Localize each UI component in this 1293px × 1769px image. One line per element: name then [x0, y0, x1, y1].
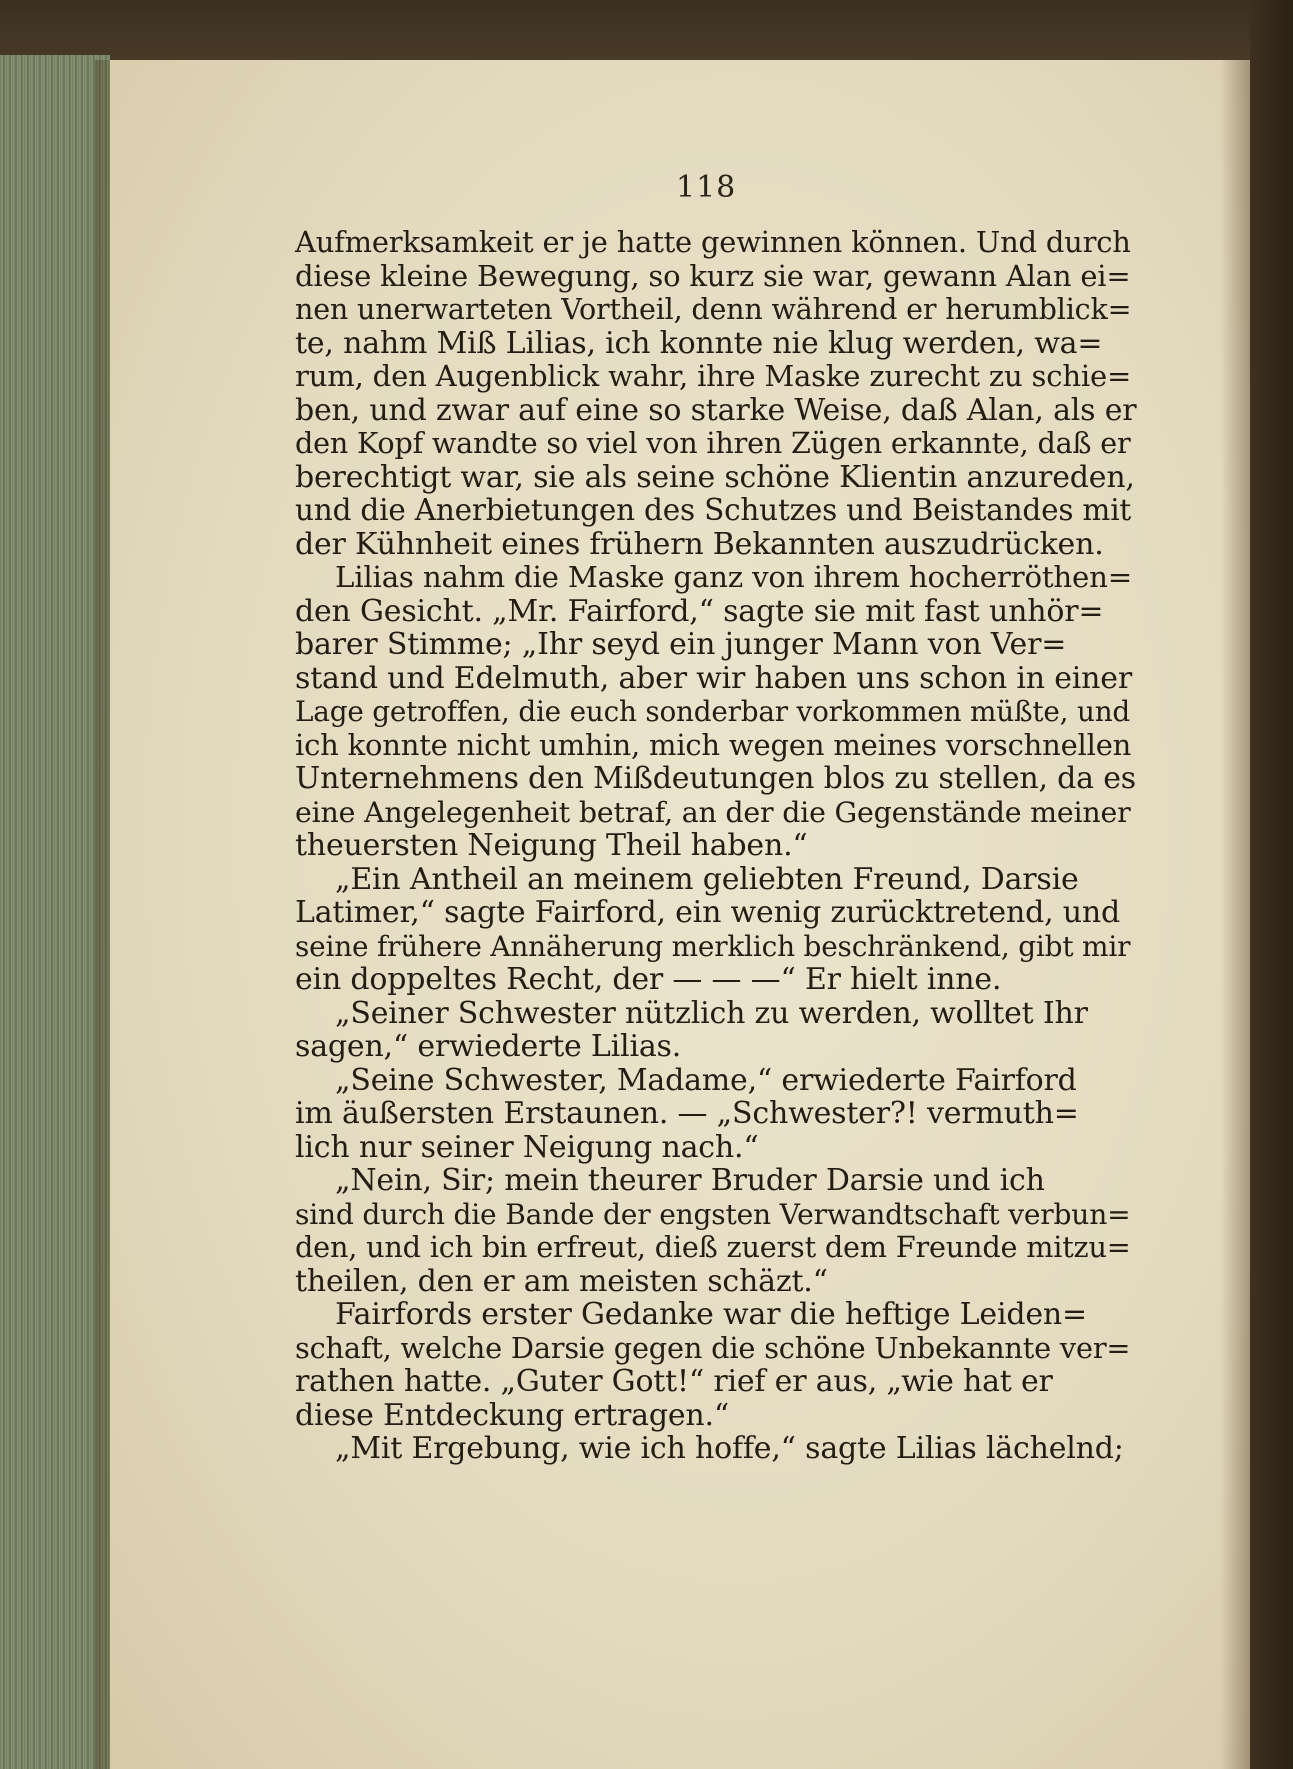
text-line: im äußersten Erstaunen. — „Schwester?! vermuth=: [295, 1096, 1079, 1131]
text-line: ben, und zwar auf eine so starke Weise, daß Alan, als er: [295, 392, 1137, 428]
text-line: Latimer,“ sagte Fairford, ein wenig zurücktretend, und: [295, 895, 1120, 930]
text-line: „Seine Schwester, Madame,“ erwiederte Fairford: [335, 1062, 1077, 1098]
text-line: barer Stimme; „Ihr seyd ein junger Mann von Ver=: [295, 627, 1067, 662]
text-line: Unternehmens den Mißdeutungen blos zu stellen, da es: [295, 761, 1136, 796]
text-line: den Kopf wandte so viel von ihren Zügen erkannte, daß er: [295, 426, 1131, 460]
text-line: te, nahm Miß Lilias, ich konnte nie klug werden, wa=: [295, 325, 1103, 361]
text-line: Fairfords erster Gedanke war die heftige Leiden=: [335, 1297, 1087, 1332]
text-line: diese kleine Bewegung, so kurz sie war, gewann Alan ei=: [295, 258, 1131, 293]
text-line: rathen hatte. „Guter Gott!“ rief er aus, „wie hat er: [295, 1364, 1053, 1399]
text-line: berechtigt war, sie als seine schöne Klientin anzureden,: [295, 459, 1135, 495]
text-line: stand und Edelmuth, aber wir haben uns schon in einer: [295, 660, 1132, 696]
background-right: [1250, 0, 1293, 1769]
text-line: den Gesicht. „Mr. Fairford,“ sagte sie mit fast unhör=: [295, 593, 1104, 629]
text-line: den, und ich bin erfreut, dieß zuerst dem Freunde mitzu=: [295, 1230, 1131, 1264]
text-line: ich konnte nicht umhin, mich wegen meines vorschnellen: [295, 727, 1132, 762]
text-line: seine frühere Annäherung merklich beschränkend, gibt mir: [295, 929, 1131, 963]
text-block: [295, 226, 1140, 1466]
text-line: sagen,“ erwiederte Lilias.: [295, 1029, 682, 1064]
text-line: Lilias nahm die Maske ganz von ihrem hocherröthen=: [335, 560, 1133, 594]
page-edges-stack: [0, 55, 110, 1769]
text-line: „Nein, Sir; mein theurer Bruder Darsie und ich: [335, 1163, 1045, 1198]
text-line: diese Entdeckung ertragen.“: [295, 1397, 729, 1433]
text-line: schaft, welche Darsie gegen die schöne Unbekannte ver=: [295, 1330, 1131, 1365]
text-line: Lage getroffen, die euch sonderbar vorkommen müßte, und: [295, 695, 1131, 728]
text-line: „Ein Antheil an meinem geliebten Freund, Darsie: [335, 861, 1079, 897]
text-line: „Seiner Schwester nützlich zu werden, wolltet Ihr: [335, 995, 1088, 1031]
text-line: sind durch die Bande der engsten Verwandtschaft verbun=: [295, 1197, 1131, 1231]
text-line: Aufmerksamkeit er je hatte gewinnen können. Und durch: [295, 225, 1131, 259]
text-line: ein doppeltes Recht, der — — —“ Er hielt inne.: [295, 962, 1002, 997]
text-line: rum, den Augenblick wahr, ihre Maske zurecht zu schie=: [295, 359, 1132, 393]
text-line: und die Anerbietungen des Schutzes und Beistandes mit: [295, 493, 1132, 527]
text-line: theuersten Neigung Theil haben.“: [295, 828, 808, 863]
text-line: der Kühnheit eines frühern Bekannten auszudrücken.: [295, 526, 1104, 562]
page-number: 118: [676, 170, 737, 205]
text-line: lich nur seiner Neigung nach.“: [295, 1129, 759, 1165]
text-line: eine Angelegenheit betraf, an der die Gegenstände meiner: [295, 795, 1131, 829]
text-line: nen unerwarteten Vortheil, denn während er herumblick=: [295, 292, 1132, 326]
text-line: „Mit Ergebung, wie ich hoffe,“ sagte Lilias lächelnd;: [335, 1431, 1124, 1466]
text-line: theilen, den er am meisten schäzt.“: [295, 1263, 828, 1299]
